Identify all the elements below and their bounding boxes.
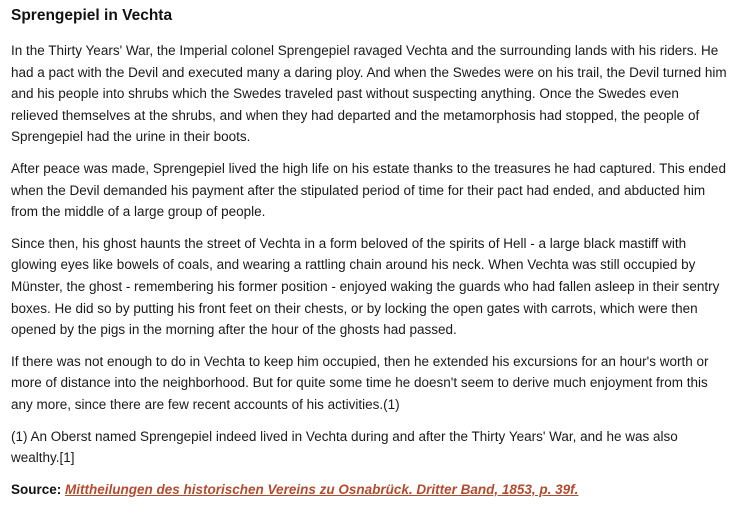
paragraph-2: After peace was made, Sprengepiel lived the high life on his estate thanks to the treasures he had captured. This ended when the Devil demanded his payment after the stipulated period of time for their pact had ended, and abducted him from the middle of a large group of people. [11,160,726,220]
page-title: Sprengepiel in Vechta [11,7,173,24]
source-link[interactable]: Mittheilungen des historischen Vereins zu Osnabrück. Dritter Band, 1853, p. 39f. [65,481,579,497]
paragraph-3: Since then, his ghost haunts the street of Vechta in a form beloved of the spirits of Hell - a large black mastiff with glowing eyes like bowels of coals, and wearing a rattling chain around his neck. When Vechta was still occupied by Münster, the ghost - remembering his former position - enjoyed waking the guards who had fallen asleep in their sentry boxes. He did so by putting his front feet on their chests, or by locking the open gates with carrots, which were then opened by the pigs in the morning after the hour of the ghosts had passed. [11,235,720,338]
source-label: Source: [11,481,62,497]
source-line [11,479,727,500]
paragraph-4: If there was not enough to do in Vechta to keep him occupied, then he extended his excursions for an hour's worth or more of distance into the neighborhood. But for quite some time he doesn't seem to derive much enjoyment from this any more, since there are few recent accounts of his activities.(1) [11,353,709,412]
paragraph-1: In the Thirty Years' War, the Imperial colonel Sprengepiel ravaged Vechta and the surrounding lands with his riders. He had a pact with the Devil and executed many a daring ploy. And when the Swedes were on his trail, the Devil turned him and his people into shrubs which the Swedes traveled past without suspecting anything. Once the Swedes even relieved themselves at the shrubs, and when they had departed and the metamorphosis had stopped, the people of Sprengepiel had the urine in their boots. [11,43,727,145]
footnote: (1) An Oberst named Sprengepiel indeed lived in Vechta during and after the Thirty Years' War, and he was also wealthy.[1] [11,428,678,466]
